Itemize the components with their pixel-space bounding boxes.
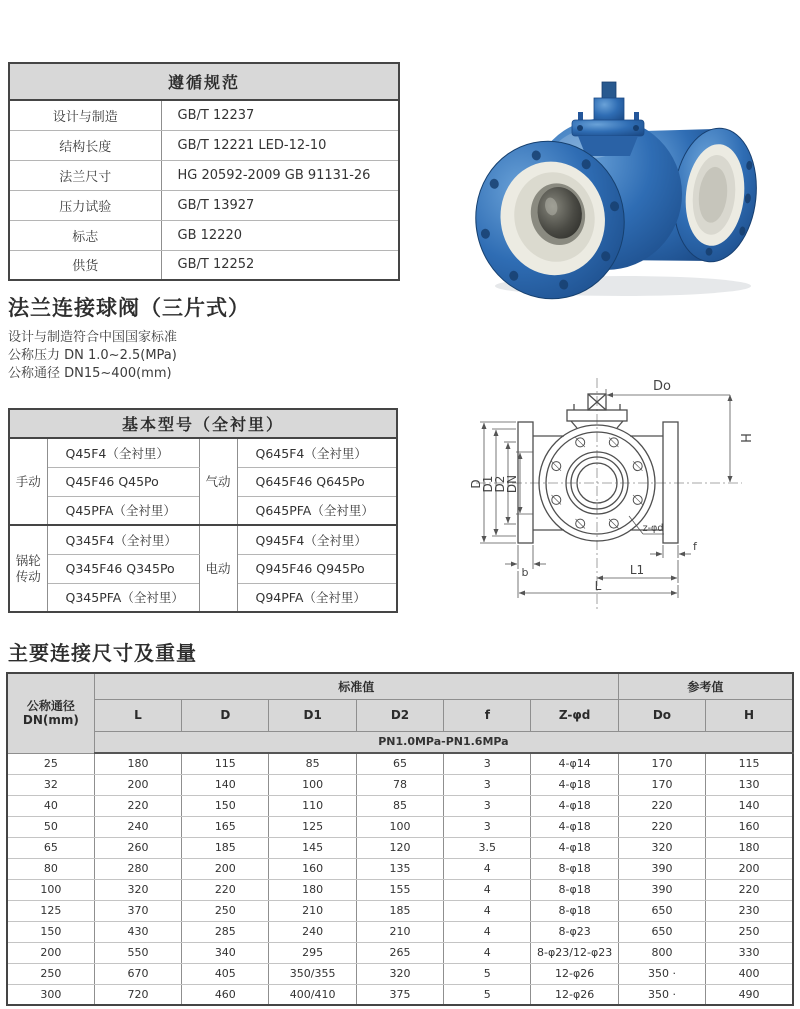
model-code: Q45F46 Q45Po (47, 467, 199, 496)
dim-label-dn: DN (505, 474, 519, 494)
dim-label-do: Do (653, 379, 671, 394)
dn-header-line1: 公称通径 (26, 699, 75, 714)
dimension-cell: 4-φ18 (531, 837, 618, 858)
dimension-cell: 100 (356, 816, 443, 837)
drive-type-left: 手动 (9, 438, 47, 525)
dimension-row (7, 942, 793, 963)
column-header: H (706, 699, 793, 731)
dim-label-l: L (594, 579, 602, 593)
drive-type-left: 锅轮传动 (9, 525, 47, 612)
spec-value: GB/T 12252 (161, 250, 399, 280)
dimension-cell: 145 (269, 837, 356, 858)
dimension-cell: 65 (356, 753, 443, 774)
dimension-cell: 150 (7, 921, 94, 942)
dimension-row (7, 900, 793, 921)
dimension-cell: 390 (618, 879, 705, 900)
dimension-cell: 200 (7, 942, 94, 963)
model-code: Q645F46 Q645Po (237, 467, 397, 496)
dimension-cell: 220 (618, 816, 705, 837)
dimension-cell: 200 (182, 858, 269, 879)
drive-type-right: 气动 (199, 438, 237, 525)
dimension-cell: 5 (444, 984, 531, 1005)
subtitle-line: 公称压力 DN 1.0~2.5(MPa) (8, 348, 177, 363)
dimension-cell: 295 (269, 942, 356, 963)
dimension-cell: 8-φ23 (531, 921, 618, 942)
dimension-cell: 3 (444, 774, 531, 795)
dim-label-z: z-φd (642, 523, 664, 534)
dimension-cell: 78 (356, 774, 443, 795)
dimension-cell: 430 (94, 921, 181, 942)
dim-label-f: f (693, 540, 697, 553)
column-header: L (94, 699, 181, 731)
dimension-cell: 260 (94, 837, 181, 858)
dimension-cell: 12-φ26 (531, 963, 618, 984)
dimension-cell: 720 (94, 984, 181, 1005)
dimension-cell: 350 · (618, 963, 705, 984)
column-header: D2 (356, 699, 443, 731)
dimension-cell: 250 (7, 963, 94, 984)
dimensions-table (6, 672, 794, 1006)
dimension-cell: 160 (269, 858, 356, 879)
dimension-cell: 155 (356, 879, 443, 900)
dimension-cell: 460 (182, 984, 269, 1005)
spec-label: 设计与制造 (9, 100, 161, 130)
dimension-cell: 550 (94, 942, 181, 963)
model-code: Q45PFA（全衬里） (47, 496, 199, 525)
dimension-cell: 4 (444, 858, 531, 879)
spec-row (9, 160, 399, 190)
dn-header-line2: DN(mm) (22, 713, 79, 728)
product-subtitle (8, 329, 177, 383)
dimension-cell: 115 (706, 753, 793, 774)
dim-label-l1: L1 (629, 563, 645, 577)
subtitle-line: 设计与制造符合中国国家标准 (8, 330, 178, 345)
dims-group-header-row (7, 673, 793, 699)
dimension-row (7, 879, 793, 900)
standards-table (8, 62, 400, 281)
column-header: D1 (269, 699, 356, 731)
dimension-cell: 400 (706, 963, 793, 984)
dimension-cell: 180 (706, 837, 793, 858)
dimension-cell: 4-φ18 (531, 774, 618, 795)
pn-band-row (7, 731, 793, 753)
dimension-cell: 5 (444, 963, 531, 984)
dimension-cell: 250 (182, 900, 269, 921)
dimension-cell: 240 (269, 921, 356, 942)
standards-table-title: 遵循规范 (9, 63, 399, 100)
dimension-cell: 115 (182, 753, 269, 774)
dimension-cell: 180 (269, 879, 356, 900)
dimension-cell: 100 (269, 774, 356, 795)
reference-values-header: 参考值 (618, 673, 793, 699)
spec-row (9, 190, 399, 220)
dimension-cell: 8-φ23/12-φ23 (531, 942, 618, 963)
dimension-cell: 85 (356, 795, 443, 816)
dimension-cell: 8-φ18 (531, 879, 618, 900)
dimension-cell: 170 (618, 753, 705, 774)
centerlines (476, 378, 742, 612)
spec-row (9, 100, 399, 130)
dimension-cell: 220 (618, 795, 705, 816)
dimension-cell: 370 (94, 900, 181, 921)
dimension-cell: 490 (706, 984, 793, 1005)
dimension-cell: 340 (182, 942, 269, 963)
dimension-cell: 210 (356, 921, 443, 942)
dimension-cell: 135 (356, 858, 443, 879)
pn-band: PN1.0MPa-PN1.6MPa (94, 731, 793, 753)
dimension-row (7, 795, 793, 816)
model-code: Q94PFA（全衬里） (237, 583, 397, 612)
dimension-cell: 4-φ18 (531, 816, 618, 837)
drive-type-right: 电动 (199, 525, 237, 612)
dimension-cell: 150 (182, 795, 269, 816)
valve-photo (458, 70, 788, 302)
dimension-cell: 3 (444, 795, 531, 816)
spec-label: 压力试验 (9, 190, 161, 220)
spec-row (9, 220, 399, 250)
dimension-cell: 405 (182, 963, 269, 984)
dimension-cell: 220 (182, 879, 269, 900)
spec-value: GB 12220 (161, 220, 399, 250)
models-title-row (9, 409, 397, 438)
dim-label-d2: D2 (493, 475, 507, 493)
dimension-cell: 65 (7, 837, 94, 858)
spec-value: GB/T 12221 LED-12-10 (161, 130, 399, 160)
dimension-cell: 120 (356, 837, 443, 858)
dimension-cell: 320 (618, 837, 705, 858)
model-code: Q645F4（全衬里） (237, 438, 397, 467)
dimension-drawing (450, 372, 795, 624)
dimension-cell: 185 (356, 900, 443, 921)
dim-label-b: b (521, 566, 529, 579)
dimension-cell: 125 (269, 816, 356, 837)
column-header: Do (618, 699, 705, 731)
standard-values-header: 标准值 (94, 673, 618, 699)
dimension-cell: 350 · (618, 984, 705, 1005)
column-header: Z-φd (531, 699, 618, 731)
models-table (8, 408, 398, 613)
dimension-cell: 25 (7, 753, 94, 774)
dimension-cell: 200 (94, 774, 181, 795)
dimension-cell: 650 (618, 900, 705, 921)
dimension-cell: 200 (706, 858, 793, 879)
dimension-cell: 8-φ18 (531, 858, 618, 879)
dim-label-h: H (737, 433, 752, 443)
column-header: D (182, 699, 269, 731)
models-table-title: 基本型号（全衬里） (9, 409, 397, 438)
column-header: f (444, 699, 531, 731)
dimension-cell: 140 (706, 795, 793, 816)
dimension-cell: 220 (706, 879, 793, 900)
dimension-row (7, 774, 793, 795)
dimension-cell: 4 (444, 879, 531, 900)
dimension-cell: 140 (182, 774, 269, 795)
product-title: 法兰连接球阀（三片式） (8, 296, 250, 320)
dimension-cell: 130 (706, 774, 793, 795)
model-code: Q945F46 Q945Po (237, 554, 397, 583)
model-code: Q345PFA（全衬里） (47, 583, 199, 612)
dimension-cell: 3 (444, 816, 531, 837)
dimension-cell: 250 (706, 921, 793, 942)
dimension-cell: 165 (182, 816, 269, 837)
model-code: Q345F4（全衬里） (47, 525, 199, 554)
dimension-cell: 8-φ18 (531, 900, 618, 921)
dimension-cell: 390 (618, 858, 705, 879)
dimension-cell: 4 (444, 942, 531, 963)
spec-label: 标志 (9, 220, 161, 250)
standards-title-row (9, 63, 399, 100)
dimension-cell: 160 (706, 816, 793, 837)
dimension-cell: 210 (269, 900, 356, 921)
dimension-cell: 185 (182, 837, 269, 858)
model-code: Q945F4（全衬里） (237, 525, 397, 554)
dimension-cell: 400/410 (269, 984, 356, 1005)
dimension-cell: 4-φ14 (531, 753, 618, 774)
dn-column-header (7, 673, 94, 753)
dimension-row (7, 837, 793, 858)
dimension-row (7, 921, 793, 942)
dimension-cell: 4 (444, 900, 531, 921)
dimension-cell: 3.5 (444, 837, 531, 858)
subtitle-line: 公称通径 DN15~400(mm) (8, 366, 172, 381)
dimension-cell: 280 (94, 858, 181, 879)
dimension-cell: 125 (7, 900, 94, 921)
spec-value: HG 20592-2009 GB 91131-26 (161, 160, 399, 190)
dims-column-header-row (7, 699, 793, 731)
model-code: Q345F46 Q345Po (47, 554, 199, 583)
dimensions-heading: 主要连接尺寸及重量 (8, 641, 197, 665)
dimension-cell: 350/355 (269, 963, 356, 984)
dimension-cell: 375 (356, 984, 443, 1005)
spec-label: 结构长度 (9, 130, 161, 160)
dimension-cell: 80 (7, 858, 94, 879)
dim-label-d1: D1 (481, 475, 495, 493)
dimension-cell: 3 (444, 753, 531, 774)
dimension-cell: 300 (7, 984, 94, 1005)
dimension-cell: 330 (706, 942, 793, 963)
dimension-cell: 4-φ18 (531, 795, 618, 816)
dimension-cell: 265 (356, 942, 443, 963)
spec-value: GB/T 12237 (161, 100, 399, 130)
dimension-cell: 110 (269, 795, 356, 816)
spec-label: 供货 (9, 250, 161, 280)
dimension-cell: 230 (706, 900, 793, 921)
model-code: Q45F4（全衬里） (47, 438, 199, 467)
dimension-cell: 170 (618, 774, 705, 795)
models-row (9, 525, 397, 554)
dimension-row (7, 858, 793, 879)
dimension-cell: 800 (618, 942, 705, 963)
dimension-cell: 220 (94, 795, 181, 816)
valve-outline (518, 394, 678, 543)
dimension-cell: 650 (618, 921, 705, 942)
dimension-cell: 670 (94, 963, 181, 984)
dimension-cell: 4 (444, 921, 531, 942)
dimension-cell: 32 (7, 774, 94, 795)
dimension-row (7, 963, 793, 984)
models-row (9, 438, 397, 467)
dimension-cell: 100 (7, 879, 94, 900)
dimension-cell: 320 (94, 879, 181, 900)
model-code: Q645PFA（全衬里） (237, 496, 397, 525)
dimension-cell: 320 (356, 963, 443, 984)
spec-row (9, 250, 399, 280)
dimension-cell: 180 (94, 753, 181, 774)
spec-label: 法兰尺寸 (9, 160, 161, 190)
spec-row (9, 130, 399, 160)
dimension-row (7, 753, 793, 774)
dimension-cell: 12-φ26 (531, 984, 618, 1005)
spec-value: GB/T 13927 (161, 190, 399, 220)
dimension-cell: 240 (94, 816, 181, 837)
valve-stem-assembly (572, 82, 644, 156)
dimension-row (7, 984, 793, 1005)
dimension-cell: 40 (7, 795, 94, 816)
dimension-cell: 50 (7, 816, 94, 837)
dimension-cell: 85 (269, 753, 356, 774)
dim-label-d: D (469, 479, 483, 489)
dimension-row (7, 816, 793, 837)
dimension-cell: 285 (182, 921, 269, 942)
